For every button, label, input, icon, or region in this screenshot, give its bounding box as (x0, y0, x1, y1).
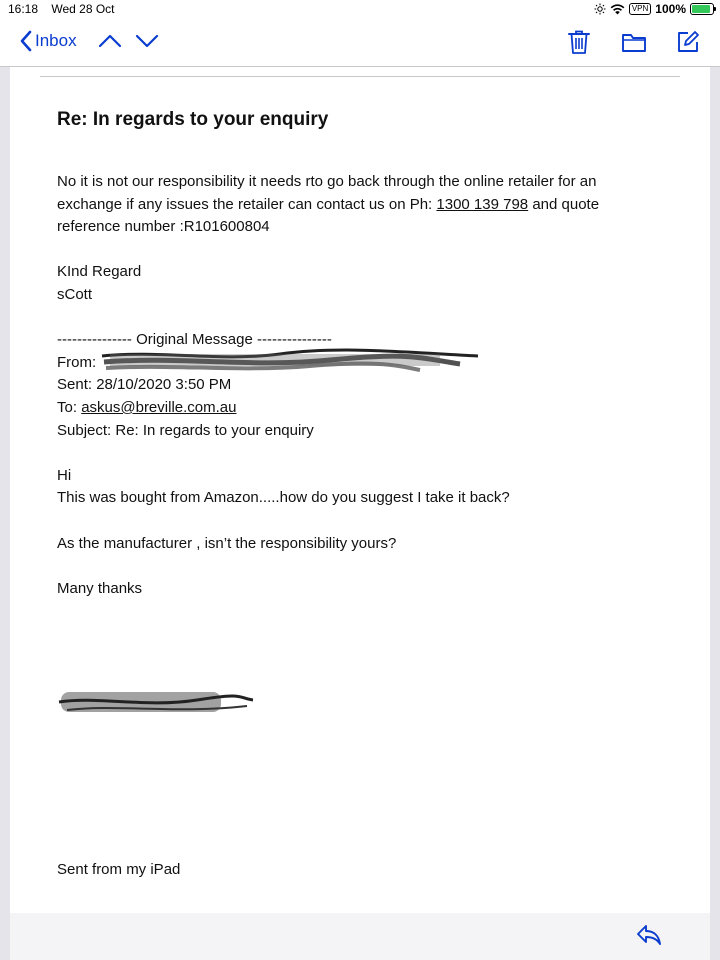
header-divider (40, 76, 680, 77)
original-from-line: From: (57, 352, 657, 375)
original-sent-line: Sent: 28/10/2020 3:50 PM (57, 376, 232, 394)
back-label: Inbox (35, 31, 77, 50)
reply-icon (636, 923, 662, 947)
vpn-badge: VPN (629, 3, 651, 15)
to-email-link[interactable]: askus@breville.com.au (81, 398, 237, 416)
redaction-scribble (100, 348, 480, 378)
previous-message-button[interactable] (98, 31, 122, 56)
trash-icon (568, 29, 590, 55)
email-body (57, 171, 657, 881)
status-bar (0, 0, 720, 20)
brightness-icon (594, 3, 606, 15)
reply-text-end: and quote reference number :R101600804 (57, 195, 600, 236)
original-message-divider: --------------- Original Message --------------- (57, 331, 332, 349)
status-right (594, 2, 714, 16)
reply-text-start: No it is not our responsibility it needs rto go back through the online retailer for an exchange if any issues the retailer can contact us on Ph: (57, 173, 597, 213)
next-message-button[interactable] (135, 31, 159, 56)
email-subject: Re: In regards to your enquiry (57, 109, 329, 130)
status-time: 16:18 (8, 2, 39, 16)
compose-button[interactable] (676, 30, 700, 59)
original-paragraph-1: This was bought from Amazon.....how do you suggest I take it back? (57, 489, 510, 507)
original-to-line: To: askus@breville.com.au (57, 398, 237, 416)
original-subject-line: Subject: Re: In regards to your enquiry (57, 421, 314, 439)
compose-icon (676, 30, 700, 54)
battery-percent: 100% (655, 2, 686, 16)
reply-signoff: KInd Regard (57, 263, 142, 281)
move-to-folder-button[interactable] (621, 31, 647, 58)
battery-charging-icon (690, 3, 714, 15)
original-greeting: Hi (57, 466, 72, 484)
sent-from-footer: Sent from my iPad (57, 860, 181, 878)
wifi-icon (610, 4, 625, 15)
back-to-inbox-button[interactable] (20, 30, 77, 52)
status-date: Wed 28 Oct (51, 2, 115, 16)
reply-paragraph (57, 171, 657, 239)
redacted-signature (57, 690, 257, 716)
status-left (8, 2, 125, 16)
folder-icon (621, 31, 647, 53)
chevron-up-icon (98, 31, 122, 51)
original-thanks: Many thanks (57, 579, 143, 597)
bottom-toolbar (10, 913, 710, 960)
original-paragraph-2: As the manufacturer , isn’t the responsibility yours? (57, 534, 397, 552)
phone-number-link[interactable]: 1300 139 798 (436, 195, 529, 213)
reply-button[interactable] (636, 923, 662, 952)
redacted-sender (100, 352, 430, 375)
reply-signature: sCott (57, 285, 93, 303)
nav-bar (0, 20, 720, 67)
email-message-view (10, 67, 710, 913)
chevron-down-icon (135, 31, 159, 51)
trash-button[interactable] (568, 29, 590, 60)
signature-scribble (57, 686, 257, 720)
chevron-left-icon (20, 30, 32, 52)
